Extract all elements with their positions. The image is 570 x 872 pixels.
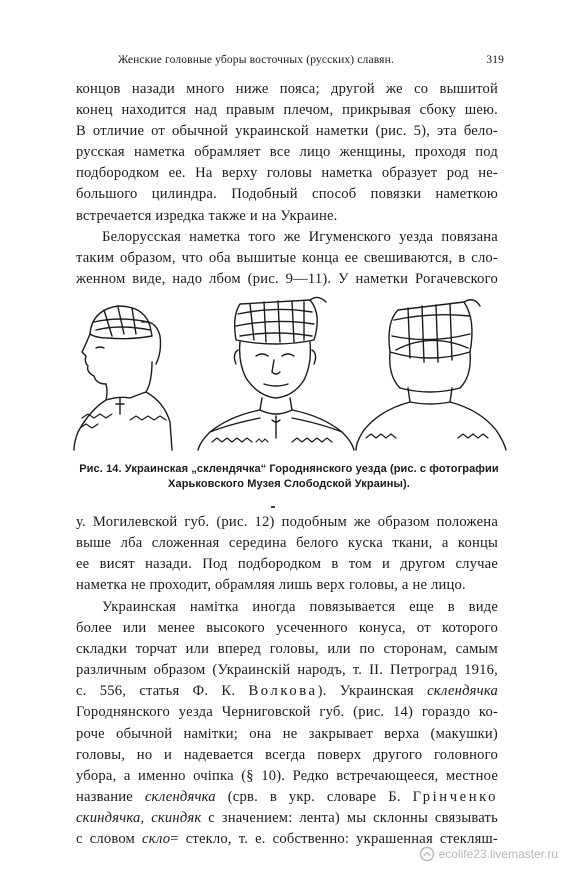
text-line <box>76 808 498 829</box>
text-line: встречается изредка также и на Украине. <box>76 207 338 224</box>
stray-mark <box>271 506 275 508</box>
italic-term: склендячка <box>427 683 498 700</box>
text-run: название <box>76 788 133 805</box>
text-line: складки торчат или вперед головы, или по сторонам, самым <box>76 641 498 658</box>
text-line: таким образом, что оба вышитые конца ее свешиваются, в сло- <box>76 250 498 267</box>
text-line: различным образом (Украинскій народъ, т. II. Петроград 1916, <box>76 662 498 679</box>
running-header <box>106 54 504 72</box>
caption-line: Харьковского Музея Слободской Украины). <box>168 478 410 490</box>
frontal-head-drawing <box>198 297 354 450</box>
paragraph-3 <box>76 512 498 596</box>
text-line: В отличие от обычной украинской наметки (рис. 5), эта бело- <box>76 123 498 140</box>
paragraph-1 <box>76 79 498 227</box>
text-run: с словом <box>76 831 135 848</box>
author-name: Грінченко <box>412 788 498 805</box>
watermark-text: ecolife23.livemaster.ru <box>438 847 558 861</box>
text-run: с значением: лента) мы склонны связывать <box>208 809 498 826</box>
text-line: русская наметка обрамляет все лицо женщины, проходя под <box>76 144 498 161</box>
text-line: у. Могилевской губ. (рис. 12) подобным же образом положена <box>76 514 498 530</box>
profile-head-drawing <box>74 306 172 450</box>
text-line: большого цилиндра. Подобный способ повязки наметкою <box>76 186 498 203</box>
text-line: подбородком ее. На верху головы наметка образует род не- <box>76 165 498 182</box>
text-line <box>76 787 498 808</box>
caption-line: Рис. 14. Украинская „склендячка“ Городнянского уезда (рис. с фотографии <box>79 463 499 475</box>
text-line: Белорусская наметка того же Игуменского уезда повязана <box>102 229 498 245</box>
text-line: роче обычной намітки; она не закрывает верха (макушки) <box>76 725 498 742</box>
back-head-drawing <box>356 300 506 450</box>
figure-illustration <box>60 292 514 452</box>
livemaster-logo-icon <box>419 846 435 862</box>
text-line: наметка не проходит, обрамляя лишь верх головы, а не лицо. <box>76 577 466 594</box>
text-line: головы, но и надевается всегда поверх другого головного <box>76 746 498 763</box>
paragraph-2 <box>76 227 498 290</box>
italic-term: склендячка <box>144 788 216 805</box>
italic-term: скиндячка, скиндяк <box>76 809 202 826</box>
watermark <box>419 846 558 862</box>
figure-caption <box>76 462 502 492</box>
text-line: более или менее высокого усеченного конуса, от которого <box>76 620 498 637</box>
text-line: Городнянского уезда Черниговской губ. (рис. 14) гораздо ко- <box>76 704 498 721</box>
page-number: 319 <box>486 54 504 66</box>
author-name: Волкова <box>248 683 318 700</box>
text-run: с. 556, статья Ф. К. <box>76 683 236 700</box>
text-line: убора, а именно очіпка (§ 10). Редко встречающееся, местное <box>76 767 498 784</box>
text-line: женном виде, надо лбом (рис. 9—11). У наметки Рогачевского <box>76 271 498 288</box>
text-run: (срв. в укр. словаре Б. <box>227 788 401 805</box>
text-line: Украинская намітка иногда повязывается еще в виде <box>102 599 498 615</box>
text-line: выше лба сложенная середина белого куска ткани, а концы <box>76 535 498 552</box>
text-line <box>76 681 498 702</box>
running-title: Женские головные уборы восточных (русских) славян. <box>118 54 394 66</box>
text-line: концов назади много ниже пояса; другой же со вышитой <box>76 81 498 97</box>
text-run: ). Украинская <box>317 683 414 700</box>
text-line: конец находится над правым плечом, прикрывая сбоку шею. <box>76 102 498 119</box>
text-run: = стекло, т. е. собственно: украшенная стекляш- <box>170 831 498 848</box>
italic-term: скло <box>142 831 171 848</box>
paragraph-4 <box>76 597 498 850</box>
text-line: ее висят назади. Под подбородком в том и другом случае <box>76 556 498 573</box>
